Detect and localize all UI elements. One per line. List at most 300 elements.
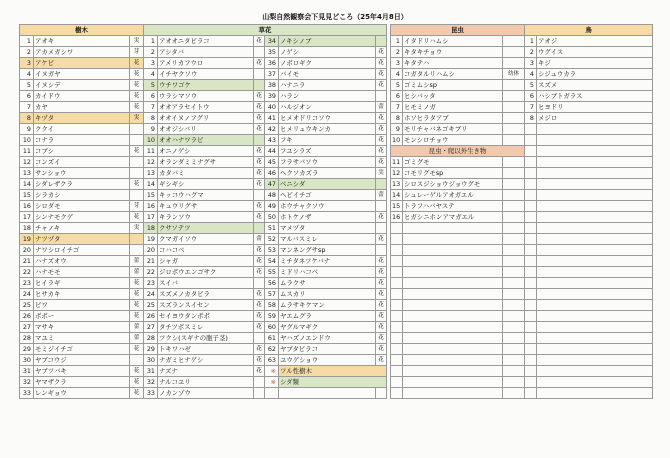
souka-mark: 実: [376, 168, 387, 179]
tori-empty: [525, 366, 537, 377]
tori-empty: [537, 344, 653, 355]
souka-number: 34: [265, 36, 279, 47]
souka-mark: 花: [376, 234, 387, 245]
souka-number: 61: [265, 333, 279, 344]
konchu-name: キタキチョウ: [403, 47, 503, 58]
souka-name: ヤブタビラコ: [279, 344, 376, 355]
table-row: [391, 300, 525, 311]
jumoku-number: 1: [20, 36, 34, 47]
jumoku-table: [19, 24, 144, 399]
souka-number: 22: [144, 267, 158, 278]
souka-name: オニノゲシ: [158, 146, 254, 157]
souka-number: 32: [144, 377, 158, 388]
souka-name: フユシラズ: [279, 146, 376, 157]
table-row: [144, 245, 387, 256]
souka-name: ヤエムグラ: [279, 311, 376, 322]
souka-name: ノゲシ: [279, 47, 376, 58]
souka-name: タチツボスミレ: [158, 322, 254, 333]
table-row: [20, 212, 144, 223]
jumoku-number: 9: [20, 124, 34, 135]
table-row: [525, 333, 653, 344]
table-row: [20, 69, 144, 80]
konchu-empty: [403, 333, 503, 344]
table-row: [391, 377, 525, 388]
table-row: [20, 157, 144, 168]
table-row: [391, 223, 525, 234]
jumoku-number: 5: [20, 80, 34, 91]
table-row: [144, 366, 387, 377]
souka-mark: 花: [376, 300, 387, 311]
souka-mark: [254, 47, 265, 58]
tori-empty: [537, 135, 653, 146]
table-row: [391, 212, 525, 223]
table-row: [20, 267, 144, 278]
tori-empty: [537, 355, 653, 366]
souka-mark: 花: [254, 179, 265, 190]
jumoku-name: シダレザクラ: [34, 179, 130, 190]
konchu-empty: [503, 234, 525, 245]
souka-mark: 花: [254, 355, 265, 366]
souka-number: 52: [265, 234, 279, 245]
table-row: [20, 300, 144, 311]
table-row: [391, 190, 525, 201]
tori-empty: [537, 377, 653, 388]
jumoku-number: 27: [20, 322, 34, 333]
konchu-empty: [391, 355, 403, 366]
souka-number: 9: [144, 124, 158, 135]
konchu-mark: [503, 80, 525, 91]
souka-mark: 花: [376, 311, 387, 322]
jumoku-name: シロダモ: [34, 201, 130, 212]
jumoku-mark: 花: [130, 69, 144, 80]
konchu-empty: [503, 355, 525, 366]
konchu-empty: [391, 322, 403, 333]
table-row: [20, 168, 144, 179]
note-mark: ※: [265, 377, 279, 388]
jumoku-mark: 蕾: [130, 256, 144, 267]
table-row: [20, 36, 144, 47]
table-row: [525, 289, 653, 300]
souka-name: フキ: [279, 135, 376, 146]
table-row: [391, 58, 525, 69]
tori-empty: [525, 344, 537, 355]
konchu-empty: [403, 267, 503, 278]
table-row: [20, 333, 144, 344]
konchu-empty: [391, 300, 403, 311]
table-row: [525, 311, 653, 322]
souka-name: フラサバソウ: [279, 157, 376, 168]
jumoku-name: マユミ: [34, 333, 130, 344]
table-row: [144, 311, 387, 322]
souka-mark: 花: [376, 289, 387, 300]
tori-empty: [537, 245, 653, 256]
konchu-empty: [503, 344, 525, 355]
souka-number: 42: [265, 124, 279, 135]
jumoku-mark: 花: [130, 300, 144, 311]
souka-name: マメヅタ: [279, 223, 376, 234]
table-row: [391, 146, 525, 157]
table-row: [144, 190, 387, 201]
jumoku-mark: 花: [130, 102, 144, 113]
souka-number: 33: [144, 388, 158, 399]
konchu-empty: [503, 322, 525, 333]
jumoku-mark: 花: [130, 146, 144, 157]
table-row: [144, 234, 387, 245]
souka-name: ミドリハコベ: [279, 267, 376, 278]
table-row: [391, 366, 525, 377]
tori-table: [524, 24, 653, 399]
konchu-empty: [503, 333, 525, 344]
tori-empty: [525, 245, 537, 256]
tori-empty: [537, 190, 653, 201]
konchu-mark: 幼体: [503, 69, 525, 80]
tori-empty: [525, 322, 537, 333]
table-row: [525, 245, 653, 256]
tori-empty: [537, 267, 653, 278]
konchu-name: ヒガシニホンアマガエル: [403, 212, 503, 223]
konchu-name: ヒモミノガ: [403, 102, 503, 113]
souka-number: 10: [144, 135, 158, 146]
souka-name: ムラサキケマン: [279, 300, 376, 311]
konchu-number: 2: [391, 47, 403, 58]
table-row: [391, 278, 525, 289]
table-row: [144, 212, 387, 223]
jumoku-number: 18: [20, 223, 34, 234]
souka-empty: [279, 388, 376, 399]
souka-name: ウラシマソウ: [158, 91, 254, 102]
jumoku-mark: 蕾: [130, 322, 144, 333]
souka-name: アシタバ: [158, 47, 254, 58]
konchu-number: 4: [391, 69, 403, 80]
tori-empty: [525, 201, 537, 212]
tori-empty: [537, 311, 653, 322]
souka-name: ノボロギク: [279, 58, 376, 69]
table-row: [144, 355, 387, 366]
konchu-empty: [403, 366, 503, 377]
souka-number: 27: [144, 322, 158, 333]
tori-empty: [525, 179, 537, 190]
souka-number: 38: [265, 80, 279, 91]
table-row: [391, 311, 525, 322]
table-row: [391, 69, 525, 80]
table-row: [20, 102, 144, 113]
souka-name: ツクシ(スギナの胞子茎): [158, 333, 254, 344]
tori-empty: [525, 333, 537, 344]
table-row: [525, 124, 653, 135]
konchu-name: モリチャバネゴキブリ: [403, 124, 503, 135]
souka-name: ヘビイチゴ: [279, 190, 376, 201]
konchu-mark: [503, 168, 525, 179]
souka-mark: 花: [254, 124, 265, 135]
souka-number: 51: [265, 223, 279, 234]
konchu-empty: [403, 234, 503, 245]
table-row: [20, 223, 144, 234]
konchu-empty: [403, 278, 503, 289]
table-row: [144, 135, 387, 146]
konchu-mark: [503, 124, 525, 135]
table-row: [144, 300, 387, 311]
jumoku-mark: [130, 245, 144, 256]
souka-name: ナズナ: [158, 366, 254, 377]
table-row: [525, 366, 653, 377]
tori-empty: [537, 322, 653, 333]
tori-empty: [537, 124, 653, 135]
tori-number: 5: [525, 80, 537, 91]
konchu-mark: [503, 190, 525, 201]
tori-name: ヒヨドリ: [537, 102, 653, 113]
souka-name: ナガミヒナゲシ: [158, 355, 254, 366]
table-row: [525, 267, 653, 278]
jumoku-number: 7: [20, 102, 34, 113]
tori-empty: [537, 179, 653, 190]
table-row: [20, 80, 144, 91]
tori-name: ハシブトガラス: [537, 91, 653, 102]
konchu-empty: [391, 289, 403, 300]
konchu-sub-header: 昆虫・爬以外生き物: [391, 146, 525, 157]
jumoku-mark: 花: [130, 179, 144, 190]
tori-number: 7: [525, 102, 537, 113]
konchu-empty: [403, 322, 503, 333]
souka-mark: [254, 388, 265, 399]
jumoku-number: 3: [20, 58, 34, 69]
souka-mark: [254, 80, 265, 91]
konchu-empty: [503, 311, 525, 322]
table-row: [525, 157, 653, 168]
tori-empty: [525, 135, 537, 146]
souka-mark: [376, 91, 387, 102]
table-row: [20, 58, 144, 69]
table-row: [144, 47, 387, 58]
souka-name: シャガ: [158, 256, 254, 267]
table-row: [391, 179, 525, 190]
table-row: [525, 377, 653, 388]
konchu-empty: [391, 377, 403, 388]
konchu-empty: [403, 344, 503, 355]
table-row: [391, 113, 525, 124]
table-row: [144, 157, 387, 168]
konchu-mark: [503, 179, 525, 190]
souka-name: キランソウ: [158, 212, 254, 223]
table-row: [144, 278, 387, 289]
souka-name: オオアラセイトウ: [158, 102, 254, 113]
konchu-empty: [503, 267, 525, 278]
souka-name: オオハナワラビ: [158, 135, 254, 146]
konchu-name: ヒシバッタ: [403, 91, 503, 102]
souka-number: 20: [144, 245, 158, 256]
souka-name: ハラン: [279, 91, 376, 102]
table-row: [391, 344, 525, 355]
konchu-mark: [503, 157, 525, 168]
konchu-empty: [391, 311, 403, 322]
souka-mark: 花: [254, 168, 265, 179]
konchu-number: 9: [391, 124, 403, 135]
souka-empty: [376, 388, 387, 399]
souka-number: 40: [265, 102, 279, 113]
jumoku-mark: 芽: [130, 201, 144, 212]
jumoku-name: シラカシ: [34, 190, 130, 201]
souka-name: カタバミ: [158, 168, 254, 179]
souka-mark: [376, 179, 387, 190]
souka-header: 草花: [144, 25, 387, 36]
souka-name: ヒメリュウキンカ: [279, 124, 376, 135]
konchu-empty: [391, 344, 403, 355]
table-row: [525, 179, 653, 190]
table-row: [525, 47, 653, 58]
konchu-number: 1: [391, 36, 403, 47]
souka-empty: [265, 388, 279, 399]
jumoku-name: コンズイ: [34, 157, 130, 168]
jumoku-number: 12: [20, 157, 34, 168]
souka-name: クサソテツ: [158, 223, 254, 234]
table-row: [525, 36, 653, 47]
souka-number: 48: [265, 190, 279, 201]
jumoku-name: サンショウ: [34, 168, 130, 179]
konchu-name: コガタルリハムシ: [403, 69, 503, 80]
souka-mark: 花: [376, 135, 387, 146]
souka-name: ノキシノブ: [279, 36, 376, 47]
jumoku-name: ヒイラギ: [34, 278, 130, 289]
tori-empty: [525, 300, 537, 311]
konchu-empty: [391, 267, 403, 278]
table-row: [391, 102, 525, 113]
table-row: [20, 344, 144, 355]
table-row: [525, 146, 653, 157]
table-row: [525, 201, 653, 212]
tori-name: キジ: [537, 58, 653, 69]
souka-name: スズメノカタビラ: [158, 289, 254, 300]
jumoku-mark: [130, 355, 144, 366]
souka-name: ウチワゴケ: [158, 80, 254, 91]
konchu-name: イタドリハムシ: [403, 36, 503, 47]
konchu-empty: [503, 377, 525, 388]
jumoku-mark: 実: [130, 223, 144, 234]
table-row: [525, 69, 653, 80]
table-row: [20, 256, 144, 267]
table-row: [525, 256, 653, 267]
tori-number: 4: [525, 69, 537, 80]
table-row: [20, 355, 144, 366]
konchu-name: トラフハバヤステ: [403, 201, 503, 212]
souka-mark: 花: [254, 58, 265, 69]
jumoku-name: カイドウ: [34, 91, 130, 102]
jumoku-name: ヒサカキ: [34, 289, 130, 300]
jumoku-mark: 花: [130, 278, 144, 289]
konchu-number: 15: [391, 201, 403, 212]
souka-number: 1: [144, 36, 158, 47]
souka-mark: [254, 223, 265, 234]
souka-name: ノカンゾウ: [158, 388, 254, 399]
table-row: [20, 289, 144, 300]
konchu-empty: [391, 223, 403, 234]
jumoku-number: 23: [20, 278, 34, 289]
table-row: [391, 289, 525, 300]
table-row: [20, 377, 144, 388]
souka-name: キッコウハグマ: [158, 190, 254, 201]
table-row: [144, 146, 387, 157]
jumoku-name: コブシ: [34, 146, 130, 157]
souka-number: 17: [144, 212, 158, 223]
table-row: [144, 179, 387, 190]
table-row: [20, 135, 144, 146]
souka-number: 23: [144, 278, 158, 289]
table-row: [20, 278, 144, 289]
konchu-empty: [403, 311, 503, 322]
table-row: [144, 256, 387, 267]
souka-number: 37: [265, 69, 279, 80]
konchu-empty: [391, 245, 403, 256]
souka-name: オランダミミナグサ: [158, 157, 254, 168]
souka-name: アオオニタビラコ: [158, 36, 254, 47]
konchu-empty: [503, 388, 525, 399]
jumoku-header: 樹木: [20, 25, 144, 36]
souka-name: ギシギシ: [158, 179, 254, 190]
tori-empty: [525, 146, 537, 157]
table-row: [391, 47, 525, 58]
table-row: [20, 388, 144, 399]
jumoku-name: ナワシロイチゴ: [34, 245, 130, 256]
souka-name: コハコベ: [158, 245, 254, 256]
souka-number: 16: [144, 201, 158, 212]
tori-header: 鳥: [525, 25, 653, 36]
konchu-empty: [503, 223, 525, 234]
table-row: [391, 135, 525, 146]
jumoku-number: 16: [20, 201, 34, 212]
table-row: [391, 355, 525, 366]
souka-name: マンネングサsp: [279, 245, 376, 256]
jumoku-name: ビワ: [34, 300, 130, 311]
table-row: [20, 322, 144, 333]
table-row: [144, 377, 387, 388]
konchu-empty: [391, 366, 403, 377]
souka-number: 58: [265, 300, 279, 311]
konchu-empty: [403, 388, 503, 399]
souka-name: マルバスミレ: [279, 234, 376, 245]
tori-empty: [537, 168, 653, 179]
tori-empty: [525, 212, 537, 223]
souka-mark: 花: [254, 267, 265, 278]
jumoku-number: 6: [20, 91, 34, 102]
souka-name: トキワハゼ: [158, 344, 254, 355]
souka-mark: 花: [376, 146, 387, 157]
souka-number: 59: [265, 311, 279, 322]
tori-empty: [537, 333, 653, 344]
table-row: [391, 322, 525, 333]
souka-name: ヤグルマギク: [279, 322, 376, 333]
konchu-empty: [403, 245, 503, 256]
jumoku-name: モミジイチゴ: [34, 344, 130, 355]
konchu-name: ホソヒラタアブ: [403, 113, 503, 124]
jumoku-name: シンナモクゲ: [34, 212, 130, 223]
souka-number: 45: [265, 157, 279, 168]
jumoku-number: 32: [20, 377, 34, 388]
konchu-number: 16: [391, 212, 403, 223]
table-row: [144, 201, 387, 212]
jumoku-mark: 芽: [130, 47, 144, 58]
konchu-header: 昆虫: [391, 25, 525, 36]
souka-number: 56: [265, 278, 279, 289]
souka-number: 35: [265, 47, 279, 58]
souka-number: 13: [144, 168, 158, 179]
souka-mark: 花: [376, 355, 387, 366]
konchu-mark: [503, 36, 525, 47]
souka-mark: 花: [376, 278, 387, 289]
konchu-name: コモリグモsp: [403, 168, 503, 179]
jumoku-number: 22: [20, 267, 34, 278]
souka-name: セイヨウタンポポ: [158, 311, 254, 322]
jumoku-mark: 花: [130, 289, 144, 300]
table-row: [144, 69, 387, 80]
souka-mark: 花: [254, 36, 265, 47]
